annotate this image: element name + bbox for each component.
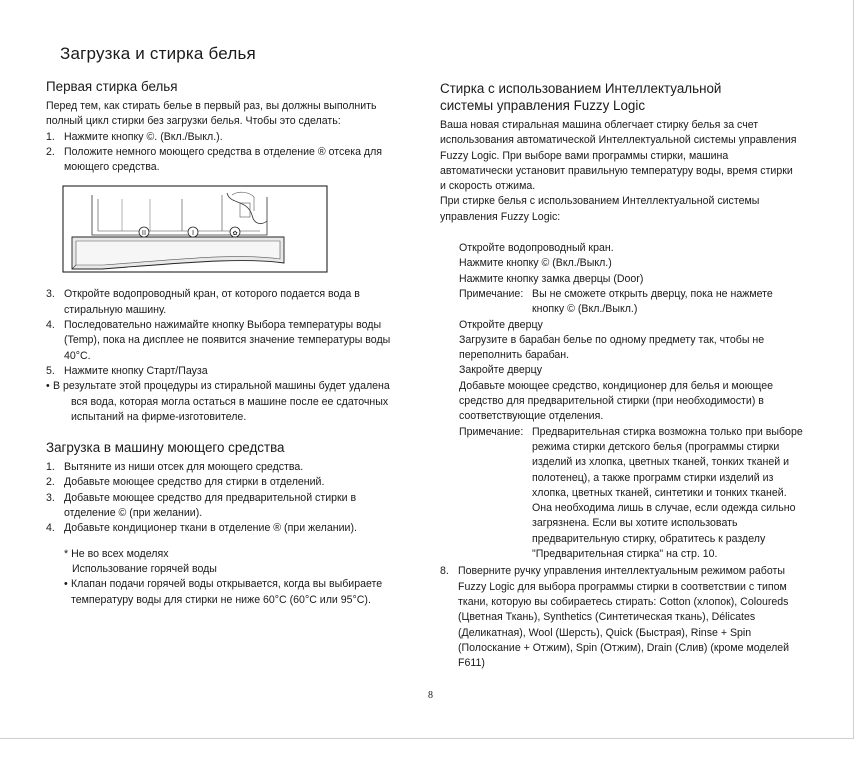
fuzzy-steps [440, 241, 812, 562]
first-wash-intro-line-1: Перед тем, как стирать белье в первый раз, вы должны выполнить [46, 100, 377, 112]
fuzzy-step-8: 8. Поверните ручку управления интеллектуальным режимом работы Fuzzy Logic для выбора программы стирки в соответствии с типом ткани, которую вы собираетесь стирать: Cotton (хлопок), Coloureds (Цветная Ткань), Synthetics (Синтетическая ткань), Délicates (Деликатная), Wool (Шерсть), Quick (Быстрая), Rinse + Spin (Полоскание + Отжим), Spin (Отжим), Drain (Слив) (кроме моделей F611) [440, 565, 790, 670]
hot-water-footnote [46, 547, 398, 608]
fuzzy-step-add-3: соответствующие отделения. [459, 410, 604, 423]
fuzzy-step-add-1: Добавьте моющее средство, кондиционер для белья и моющее [459, 379, 774, 392]
fuzzy-note-2: Примечание: Предварительная стирка возможна только при выборе режима стирки детского белья (программы стирки изделий из хлопка, цветных тканей, тонких тканей и полотенец), а также программ стирки изделий из хлопка, цветных тканей, синтетики и тонких тканей. Она необходима лишь в случае, если одежда сильно загрязнена. Если вы хотите использовать предварительную стирку, обратитесь к разделу "Предварительная стирка" на стр. 10. [459, 425, 803, 561]
compartment-markers [139, 227, 240, 237]
detergent-step-3: 3. Добавьте моющее средство для предварительной стирки в отделение © (при желании). [46, 491, 357, 520]
fuzzy-step-add-2: средство для предварительной стирки (при необходимости) в [459, 395, 764, 408]
fuzzy-intro-line-1: Ваша новая стиральная машина облегчает стирку белья за счет [440, 119, 759, 131]
fuzzy-step-door-lock: Нажмите кнопку замка дверцы (Door) [459, 272, 644, 285]
fuzzy-step-open-door: Откройте дверцу [459, 318, 543, 331]
fuzzy-logic-heading: Стирка с использованием Интеллектуальной системы управления Fuzzy Logic [440, 81, 722, 113]
first-wash-result-note: • В результате этой процедуры из стиральной машины будет удалена вся вода, которая могла остаться в машине после ее сдаточных испытаний на фирме-изготовителе. [46, 380, 390, 423]
fuzzy-intro-line-6: При стирке белья с использованием Интеллектуальной системы [440, 195, 760, 208]
fuzzy-step-power: Нажмите кнопку © (Вкл./Выкл.) [459, 257, 612, 270]
fuzzy-intro-line-3: Fuzzy Logic. При выборе вами программы стирки, машина [440, 149, 729, 162]
fuzzy-note-1: Примечание: Вы не сможете открыть дверцу, пока не нажмете кнопку © (Вкл./Выкл.) [459, 287, 773, 316]
first-wash-step-1: 1. Нажмите кнопку ©. (Вкл./Выкл.). [46, 130, 223, 143]
first-wash-step-2: 2. Положите немного моющего средства в отделение ® отсека для моющего средства. [46, 145, 383, 174]
fuzzy-step-open-tap: Откройте водопроводный кран. [459, 242, 614, 255]
detergent-step-2: 2. Добавьте моющее средство для стирки в отделений. [46, 476, 325, 489]
first-wash-heading: Первая стирка белья [46, 79, 178, 94]
svg-text:✿: ✿ [232, 230, 238, 238]
detergent-drawer-illustration [62, 185, 328, 281]
first-wash-intro-line-2: полный цикл стирки без загрузки белья. Чтобы это сделать: [46, 115, 341, 128]
fuzzy-intro-line-5: и скорость отжима. [440, 180, 536, 193]
footnote-asterisk: * [64, 547, 69, 560]
page-title: Загрузка и стирка белья [60, 44, 256, 63]
fuzzy-step-load-2: переполнить барабан. [459, 349, 570, 362]
fuzzy-intro-line-7: управления Fuzzy Logic: [440, 210, 561, 223]
first-wash-step-4: 4. Последовательно нажимайте кнопку Выбора температуры воды (Temp), пока на дисплее не появится значение температуры воды 40°C. [46, 319, 391, 362]
svg-text:II: II [141, 229, 147, 238]
footnote-bullet: • Клапан подачи горячей воды открывается, когда вы выбираете температуру воды для стирки не ниже 60°C (60°C или 95°C). [64, 578, 383, 606]
fuzzy-intro-line-2: использования автоматической Интеллектуальной системы управления [440, 134, 797, 147]
first-wash-step-3: 3. Откройте водопроводный кран, от которого подается вода в стиральную машину. [46, 288, 360, 316]
footnote-subtitle: Использование горячей воды [72, 562, 217, 575]
right-column [440, 80, 812, 671]
left-column [46, 78, 398, 608]
fuzzy-intro-line-4: автоматически установит правильную температуру воды, время стирки [440, 164, 793, 177]
fuzzy-step-load-1: Загрузите в барабан белье по одному предмету так, чтобы не [459, 333, 765, 346]
fuzzy-step-close-door: Закройте дверцу [459, 364, 543, 377]
detergent-step-1: 1. Вытяните из ниши отсек для моющего средства. [46, 461, 304, 474]
detergent-heading: Загрузка в машину моющего средства [46, 440, 285, 456]
detergent-step-4: 4. Добавьте кондиционер ткани в отделение ® (при желании). [46, 522, 357, 535]
page-number: 8 [428, 690, 433, 701]
svg-text:I: I [191, 229, 195, 238]
first-wash-step-5: 5. Нажмите кнопку Старт/Пауза [46, 364, 208, 377]
footnote-title: Не во всех моделях [71, 547, 169, 560]
